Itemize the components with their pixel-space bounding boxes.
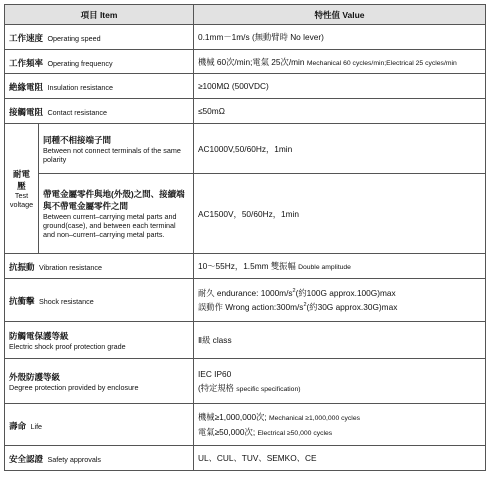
- table-row: [5, 124, 486, 174]
- life-mechanical-zh: 機械≥1,000,000次;: [198, 411, 267, 422]
- item-label-en: voltage: [9, 199, 34, 209]
- table-row: [5, 254, 486, 279]
- shock-wrong-action-value: (約30G approx.30G)max: [306, 302, 398, 312]
- sub-item-label-zh: 帶電金屬零件與地(外殼)之間、接續端與不帶電金屬零件之間: [43, 188, 185, 211]
- item-label-zh: 抗衝擊: [9, 296, 35, 306]
- unit-superscript: 2: [292, 288, 296, 295]
- value-cell-operating-speed: 0.1mm－1m/s (無動臂時 No lever): [194, 25, 486, 50]
- value-cell-contact-resistance: ≤50mΩ: [194, 99, 486, 124]
- item-label-zh: 工作速度: [9, 33, 44, 43]
- item-cell-shock-resistance: [5, 279, 194, 322]
- item-label-zh: 防觸電保護等級: [9, 330, 69, 341]
- sub-item-label-zh: 同種不相接端子間: [43, 134, 112, 145]
- value-small: Double amplitude: [298, 264, 351, 271]
- sub-item-label-en: Between not connect terminals of the same polarity: [43, 145, 181, 164]
- value-cell-shock-resistance: [194, 279, 486, 322]
- value-main: 10～55Hz，1.5mm 雙振幅: [198, 261, 296, 271]
- item-cell-contact-resistance: [5, 99, 194, 124]
- enclosure-standard: IEC IP60: [198, 368, 232, 379]
- sub-item-label-en: Between current–carrying metal parts and ground(case), and between each terminal and non–current–carrying metal parts.: [43, 212, 177, 240]
- table-row: [5, 404, 486, 446]
- table-row: [5, 74, 486, 99]
- item-cell-operating-frequency: [5, 50, 194, 74]
- item-cell-operating-speed: [5, 25, 194, 50]
- item-label-en: Test: [14, 190, 29, 200]
- item-label-en: Safety approvals: [47, 455, 102, 464]
- sub-item-cell-same-polarity: [39, 124, 194, 174]
- item-label-zh: 工作頻率: [9, 57, 44, 68]
- item-label-en: Vibration resistance: [38, 263, 102, 272]
- life-electrical-en: Electrical ≥50,000 cycles: [257, 429, 333, 437]
- item-label-zh: 壽命: [9, 420, 27, 431]
- sub-item-cell-ground: [39, 174, 194, 254]
- value-main: 機械 60次/min;電氣 25次/min: [198, 56, 305, 67]
- shock-endurance-value: (約100G approx.100G)max: [295, 287, 396, 298]
- header-row: [5, 5, 486, 25]
- item-cell-enclosure-protection: [5, 359, 194, 404]
- item-label-zh: 安全認證: [9, 454, 44, 464]
- item-label-en: Life: [30, 421, 43, 431]
- table-row: [5, 322, 486, 359]
- value-cell-same-polarity: AC1000V,50/60Hz，1min: [194, 124, 486, 174]
- item-cell-protection-grade: [5, 322, 194, 359]
- life-electrical-zh: 電氣≥50,000次;: [198, 426, 256, 437]
- shock-endurance-line: [198, 286, 481, 300]
- shock-endurance-text: 耐久 endurance: 1000m/s: [198, 287, 293, 298]
- value-cell-ground: AC1500V，50/60Hz，1min: [194, 174, 486, 254]
- table-row: [5, 446, 486, 471]
- value-cell-vibration-resistance: [194, 254, 486, 279]
- item-cell-vibration-resistance: [5, 254, 194, 279]
- life-mechanical-line: [198, 410, 481, 425]
- item-label-en: Operating frequency: [47, 58, 113, 68]
- value-cell-safety-approvals: UL、CUL、TUV、SEMKO、CE: [194, 446, 486, 471]
- table-row: [5, 279, 486, 322]
- life-electrical-line: [198, 425, 481, 440]
- unit-superscript: 2: [303, 302, 307, 309]
- value-cell-insulation-resistance: ≥100MΩ (500VDC): [194, 74, 486, 99]
- value-cell-operating-frequency: [194, 50, 486, 74]
- shock-wrong-action-line: [198, 300, 481, 314]
- enclosure-specific-line: [198, 381, 481, 396]
- table-row: [5, 99, 486, 124]
- item-label-en: Shock resistance: [38, 297, 94, 306]
- item-label-zh: 接觸電阻: [9, 107, 44, 117]
- life-mechanical-en: Mechanical ≥1,000,000 cycles: [268, 414, 360, 422]
- header-value: 特性值 Value: [194, 5, 486, 25]
- item-label-en: Electric shock proof protection grade: [9, 341, 126, 351]
- table-row: [5, 50, 486, 74]
- header-item: 項目 Item: [5, 5, 194, 25]
- item-label-en: Degree protection provided by enclosure: [9, 382, 139, 392]
- item-label-zh: 耐電壓: [12, 168, 30, 191]
- item-label-en: Operating speed: [47, 34, 101, 43]
- enclosure-specific-en: specific specification): [236, 385, 301, 393]
- value-small: Mechanical 60 cycles/min;Electrical 25 cycles/min: [306, 59, 457, 67]
- value-cell-life: [194, 404, 486, 446]
- value-cell-protection-grade: Ⅱ級 class: [194, 322, 486, 359]
- item-cell-life: [5, 404, 194, 446]
- table-row: [5, 25, 486, 50]
- enclosure-specific-zh: (特定規格: [198, 382, 234, 393]
- item-cell-insulation-resistance: [5, 74, 194, 99]
- value-cell-enclosure-protection: [194, 359, 486, 404]
- item-label-zh: 外殼防護等級: [9, 371, 61, 382]
- item-label-en: Contact resistance: [47, 108, 107, 117]
- item-label-en: Insulation resistance: [47, 83, 113, 92]
- table-row: [5, 359, 486, 404]
- item-cell-safety-approvals: [5, 446, 194, 471]
- spec-table: [4, 4, 486, 471]
- table-row: [5, 174, 486, 254]
- shock-wrong-action-text: 誤動作 Wrong action:300m/s: [198, 302, 304, 312]
- item-label-zh: 抗振動: [9, 262, 35, 272]
- item-cell-test-voltage: [5, 124, 39, 254]
- item-label-zh: 絶緣電阻: [9, 82, 44, 92]
